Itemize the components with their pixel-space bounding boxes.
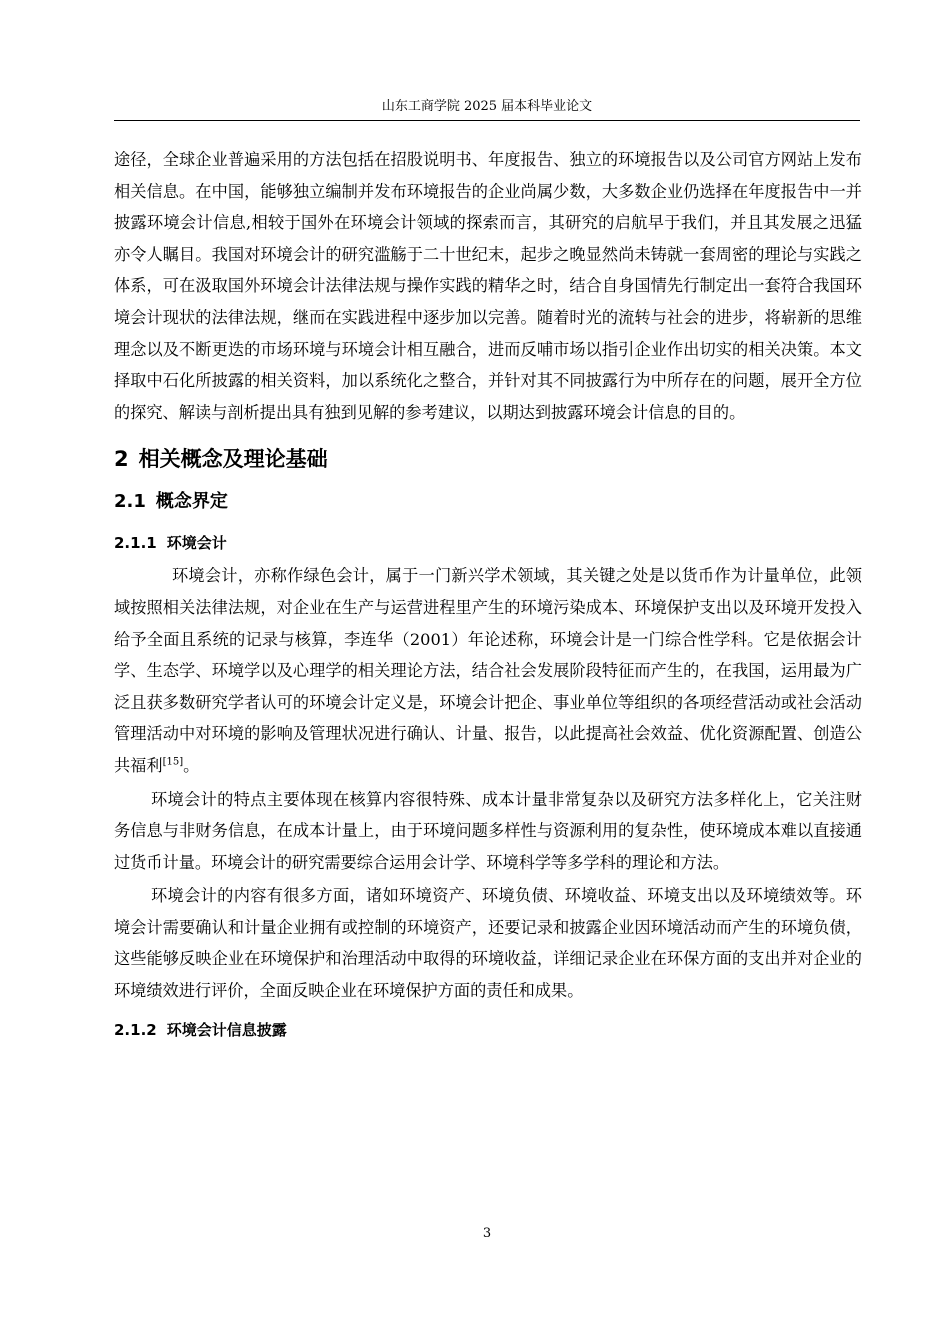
section-title: 环境会计	[166, 534, 227, 553]
page-number: 3	[482, 1226, 492, 1241]
section-heading-2-1	[114, 484, 862, 520]
section-number: 2.1.2	[114, 1020, 157, 1039]
section-heading-2-1-2	[114, 1013, 862, 1047]
section-number: 2.1.1	[114, 534, 157, 553]
section-title: 概念界定	[155, 491, 228, 513]
header-rule	[114, 120, 860, 121]
paragraph-content: 环境会计的内容有很多方面，诸如环境资产、环境负债、环境收益、环境支出以及环境绩效等。环境会计需要确认和计量企业拥有或控制的环境资产，还要记录和披露企业因环境活动而产生的环境负债，这些能够反映企业在环境保护和治理活动中取得的环境收益，详细记录企业在环保方面的支出并对企业的环境绩效进行评价，全面反映企业在环境保护方面的责任和成果。	[114, 886, 862, 1001]
paragraph-characteristics: 环境会计的特点主要体现在核算内容很特殊、成本计量非常复杂以及研究方法多样化上，它关注财务信息与非财务信息，在成本计量上，由于环境问题多样性与资源利用的复杂性，使环境成本难以直接通过货币计量。环境会计的研究需要综合运用会计学、环境科学等多学科的理论和方法。	[114, 789, 862, 872]
paragraph-continued: 途径，全球企业普遍采用的方法包括在招股说明书、年度报告、独立的环境报告以及公司官方网站上发布相关信息。在中国，能够独立编制并发布环境报告的企业尚属少数，大多数企业仍选择在年度报告中一并披露环境会计信息,相较于国外在环境会计领域的探索而言，其研究的启航早于我们，并且其发展之迅猛亦令人瞩目。我国对环境会计的研究滥觞于二十世纪末，起步之晚显然尚未铸就一套周密的理论与实践之体系，可在汲取国外环境会计法律法规与操作实践的精华之时，结合自身国情先行制定出一套符合我国环境会计现状的法律法规，继而在实践进程中逐步加以完善。随着时光的流转与社会的进步，将崭新的思维理念以及不断更迭的市场环境与环境会计相互融合，进而反哺市场以指引企业作出切实的相关决策。本文择取中石化所披露的相关资料，加以系统化之整合，并针对其不同披露行为中所存在的问题，展开全方位的探究、解读与剖析提出具有独到见解的参考建议，以期达到披露环境会计信息的目的。	[114, 150, 862, 422]
section-heading-2-1-1	[114, 526, 862, 560]
section-title: 环境会计信息披露	[166, 1020, 287, 1039]
section-heading-2	[114, 440, 862, 478]
paragraph-text: 环境会计，亦称作绿色会计，属于一门新兴学术领域，其关键之处是以货币作为计量单位，此领域按照相关法律法规，对企业在生产与运营进程里产生的环境污染成本、环境保护支出以及环境开发投入给予全面且系统的记录与核算，李连华（2001）年论述称，环境会计是一门综合性学科。它是依据会计学、生态学、环境学以及心理学的相关理论方法，结合社会发展阶段特征而产生的，在我国，运用最为广泛且获多数研究学者认可的环境会计定义是，环境会计把企、事业单位等组织的各项经营活动或社会活动管理活动中对环境的影响及管理状况进行确认、计量、报告，以此提高社会效益、优化资源配置、创造公共福利	[114, 566, 862, 775]
section-number: 2.1	[114, 491, 146, 513]
body-text	[114, 144, 862, 1047]
paragraph-end: 。	[183, 755, 200, 775]
citation-ref: [15]	[162, 756, 184, 768]
paragraph-environmental-accounting-definition	[114, 560, 862, 781]
section-title: 相关概念及理论基础	[138, 447, 328, 472]
section-number: 2	[114, 447, 129, 472]
running-header: 山东工商学院 2025 届本科毕业论文	[381, 99, 593, 114]
